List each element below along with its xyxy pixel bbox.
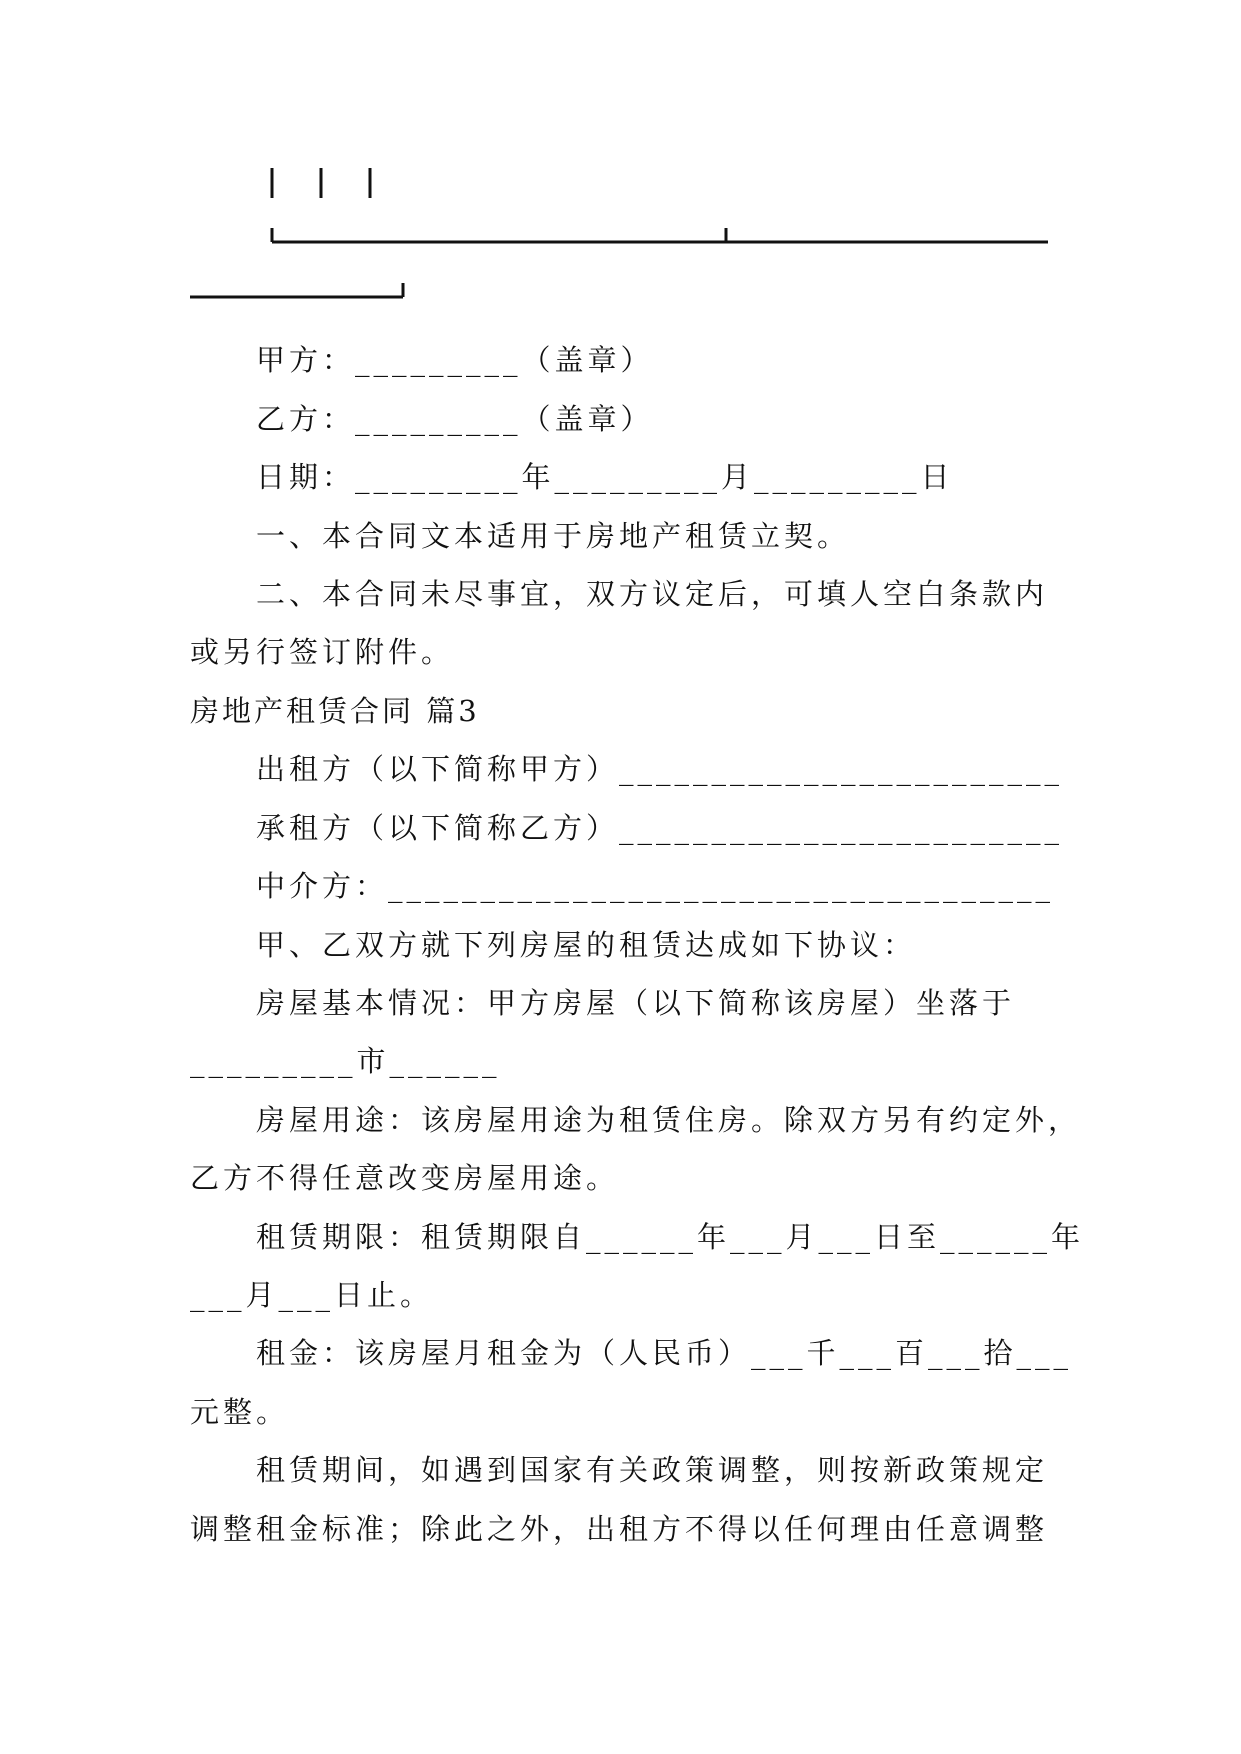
rent-adjustment-continued: 调整租金标准；除此之外，出租方不得以任何理由任意调整 xyxy=(190,1512,1049,1546)
intermediary-line: 中介方：____________________________________ xyxy=(256,869,1055,903)
contract-heading: 房地产租赁合同 篇3 xyxy=(190,694,480,728)
note-1: 一、本合同文本适用于房地产租赁立契。 xyxy=(256,519,851,553)
table-border-lines xyxy=(0,0,1241,320)
agreement-intro: 甲、乙双方就下列房屋的租赁达成如下协议： xyxy=(256,928,917,962)
note-2-continued: 或另行签订附件。 xyxy=(190,635,455,669)
lease-term: 租赁期限：租赁期限自______年___月___日至______年 xyxy=(256,1220,1085,1254)
property-use: 房屋用途：该房屋用途为租赁住房。除双方另有约定外， xyxy=(256,1103,1082,1137)
rent-amount-continued: 元整。 xyxy=(190,1395,290,1429)
property-use-continued: 乙方不得任意改变房屋用途。 xyxy=(190,1161,620,1195)
rent-amount: 租金：该房屋月租金为（人民币）___千___百___拾___ xyxy=(256,1336,1073,1370)
lessee-line: 承租方（以下简称乙方）________________________ xyxy=(256,811,1064,845)
note-2: 二、本合同未尽事宜，双方议定后，可填人空白条款内 xyxy=(256,577,1049,611)
property-location-continued: _________市______ xyxy=(190,1044,501,1078)
signing-date-line: 日期：_________年_________月_________日 xyxy=(256,460,954,494)
lease-term-continued: ___月___日止。 xyxy=(190,1278,434,1312)
property-location: 房屋基本情况：甲方房屋（以下简称该房屋）坐落于 xyxy=(256,986,1016,1020)
party-b-signature-line: 乙方：_________（盖章） xyxy=(256,402,654,436)
rent-adjustment: 租赁期间，如遇到国家有关政策调整，则按新政策规定 xyxy=(256,1453,1049,1487)
party-a-signature-line: 甲方：_________（盖章） xyxy=(256,343,654,377)
lessor-line: 出租方（以下简称甲方）________________________ xyxy=(256,752,1064,786)
